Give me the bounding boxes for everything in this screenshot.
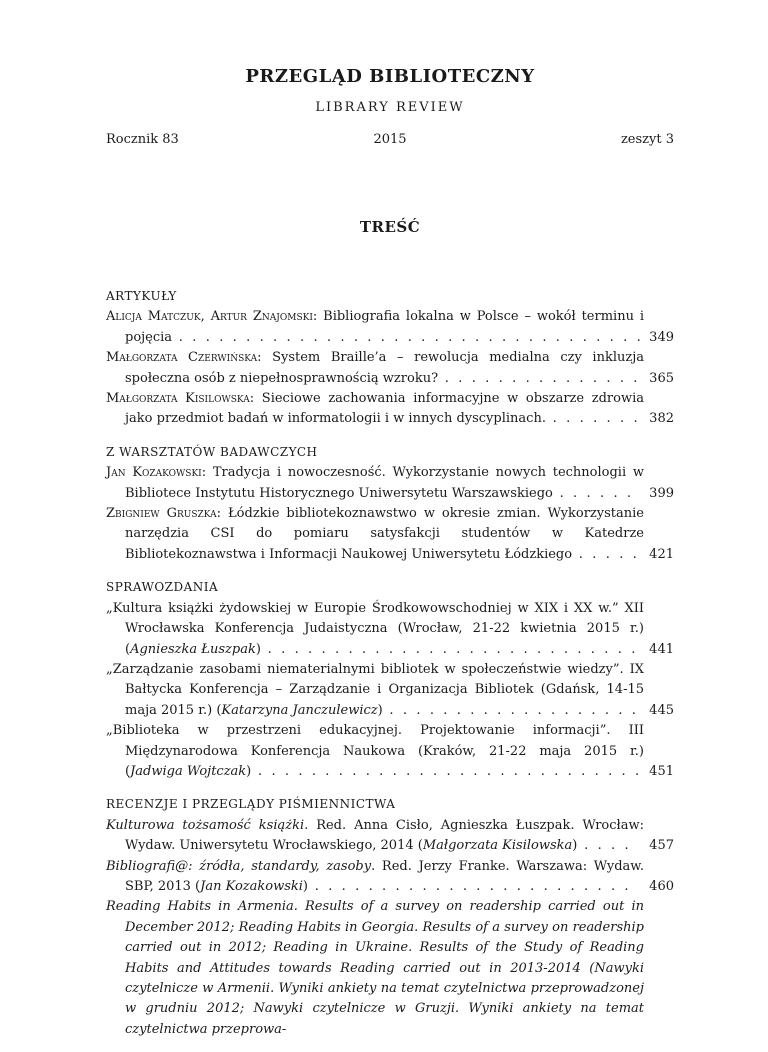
- entry-title: Reading Habits in Armenia. Results of a survey on readership carried out in December 2012; Reading Habits in Georgia. Results of a survey on readership carried out in 2012; Reading in Ukraine. Results of the Study of Reading Habits and Attitudes towards Reading carried out in 2013-2014 (Nawyki czytelnicze w Armenii. Wyniki ankiety na temat czytelnictwa przeprowadzonej w grudniu 2012; Nawyki czytelnicze w Gruzji. Wyniki ankiety na temat czytelnictwa przeprowa-: [106, 899, 644, 1037]
- toc-entry[interactable]: [106, 816, 674, 857]
- entry-details: . Red. Jerzy Franke. Warszawa: Wydaw. SBP, 2013 (: [125, 858, 645, 894]
- year-label: 2015: [373, 132, 407, 147]
- volume-label: Rocznik 83: [106, 132, 179, 147]
- leader-dots: . . . . .: [572, 546, 640, 562]
- entry-authors: Alicja Matczuk, Artur Znajomski: [106, 309, 313, 325]
- entry-title: : Bibliografia lokalna w Polsce – wokół terminu i pojęcia: [125, 309, 644, 345]
- entry-title: Kulturowa tożsamość książki: [106, 817, 305, 833]
- leader-dots: . . . . . . . . . . . . . . . . . . . . . . . . . . . . . . . . . . .: [172, 329, 644, 345]
- entry-page: 460: [649, 878, 674, 894]
- entry-authors: Zbigniew Gruszka: [106, 506, 217, 522]
- entry-title: „Biblioteka w przestrzeni edukacyjnej. Projektowanie informacji”. III Międzynarodowa Konferencja Naukowa (Kraków, 21-22 maja 2015 r.) (: [106, 723, 644, 779]
- entry-close: ): [246, 763, 252, 779]
- section-heading: SPRAWOZDANIA: [106, 580, 219, 595]
- entry-authors: Małgorzata Kisilowska: [106, 391, 250, 407]
- journal-subtitle: LIBRARY REVIEW: [315, 100, 465, 115]
- entry-reporter: Agnieszka Łuszpak: [130, 641, 256, 657]
- section-heading: ARTYKUŁY: [106, 289, 177, 303]
- entry-title: : Sieciowe zachowania informacyjne w obszarze zdrowia jako przedmiot badań w informatologii i w innych dyscyplinach.: [125, 391, 644, 427]
- entry-page: 441: [649, 641, 674, 657]
- entry-title: : Łódzkie bibliotekoznawstwo w okresie zmian. Wykorzystanie narzędzia CSI do pomiaru satysfakcji studentów w Katedrze Bibliotekoznawstwa i Informacji Naukowej Uniwersytetu Łódzkiego: [125, 506, 644, 562]
- toc-entry[interactable]: [106, 348, 674, 389]
- section-workshop: [106, 442, 674, 565]
- entry-details: . Red. Anna Cisło, Agnieszka Łuszpak. Wrocław: Wydaw. Uniwersytetu Wrocławskiego, 2014 (: [125, 817, 644, 854]
- entry-page: 451: [649, 763, 674, 779]
- toc-entry[interactable]: [106, 857, 674, 898]
- toc-entry[interactable]: [106, 660, 674, 721]
- entry-reporter: Jadwiga Wojtczak: [130, 763, 247, 779]
- issue-label: zeszyt 3: [620, 132, 674, 147]
- toc-title: TREŚĆ: [359, 218, 421, 236]
- leader-dots: . . . . . .: [552, 485, 634, 501]
- leader-dots: . . . . . . . . . . . . . . . . . . . . . . . .: [308, 878, 632, 894]
- entry-page: 399: [649, 485, 674, 501]
- entry-reporter: Katarzyna Janczulewicz: [221, 702, 378, 718]
- entry-page: 457: [649, 838, 674, 854]
- toc-entry[interactable]: [106, 504, 674, 565]
- entry-authors: Małgorzata Czerwińska: [106, 350, 258, 366]
- entry-title: „Kultura książki żydowskiej w Europie Środkowowschodniej w XIX i XX w.” XII Wrocławska Konferencja Judaistyczna (Wrocław, 21-22 kwietnia 2015 r.) (: [106, 600, 644, 657]
- leader-dots: . . . . . . . . . . . . . . . . . . . . . . . . . . . .: [260, 641, 638, 657]
- entry-page: 349: [649, 329, 674, 345]
- toc-entry[interactable]: [106, 389, 674, 430]
- toc-entry[interactable]: [106, 463, 674, 504]
- section-heading: Z WARSZTATÓW BADAWCZYCH: [106, 444, 318, 459]
- entry-close: ): [377, 702, 383, 718]
- leader-dots: . . . . . . . . . . . . . . . . . . . . . . . . . . . . .: [251, 763, 642, 779]
- entry-close: ): [572, 838, 578, 854]
- entry-reviewer: Małgorzata Kisilowska: [422, 838, 573, 854]
- leader-dots: . . . . . . .: [545, 411, 641, 427]
- toc-entry[interactable]: [106, 599, 674, 660]
- toc-entry[interactable]: [106, 307, 674, 348]
- section-reports: [106, 577, 674, 782]
- entry-reviewer: Jan Kozakowski: [200, 878, 303, 894]
- section-heading: RECENZJE I PRZEGLĄDY PIŚMIENNICTWA: [106, 797, 396, 812]
- entry-title: „Zarządzanie zasobami niematerialnymi bibliotek w społeczeństwie wiedzy”. IX Bałtycka Konferencja – Zarządzanie i Organizacja Bibliotek (Gdańsk, 14-15 maja 2015 r.) (: [106, 661, 644, 718]
- leader-dots: . . . . . . . . . . . . . . .: [438, 370, 641, 386]
- section-reviews: [106, 794, 674, 1040]
- entry-title: : Tradycja i nowoczesność. Wykorzystanie nowych technologii w Bibliotece Instytutu Historycznego Uniwersytetu Warszawskiego: [125, 465, 644, 501]
- toc-entry[interactable]: [106, 721, 674, 782]
- entry-page: 445: [649, 702, 674, 718]
- section-articles: [106, 286, 674, 430]
- leader-dots: . . . . . . . . . . . . . . . . . . .: [382, 702, 639, 718]
- entry-title: Bibliografi@: źródła, standardy, zasoby: [106, 858, 372, 874]
- entry-page: 421: [649, 546, 674, 562]
- entry-page: 382: [649, 411, 674, 427]
- journal-title: PRZEGLĄD BIBLIOTECZNY: [245, 66, 535, 87]
- issue-meta: [106, 132, 674, 152]
- entry-page: 365: [649, 370, 674, 386]
- entry-title: : System Braille’a – rewolucja medialna czy inkluzja społeczna osób z niepełnosprawnością wzroku?: [125, 350, 644, 386]
- entry-close: ): [302, 878, 308, 894]
- entry-authors: Jan Kozakowski: [106, 465, 202, 481]
- toc-entry[interactable]: [106, 897, 674, 1040]
- table-of-contents: [106, 286, 674, 1052]
- leader-dots: . . . .: [577, 838, 632, 854]
- entry-close: ): [255, 641, 261, 657]
